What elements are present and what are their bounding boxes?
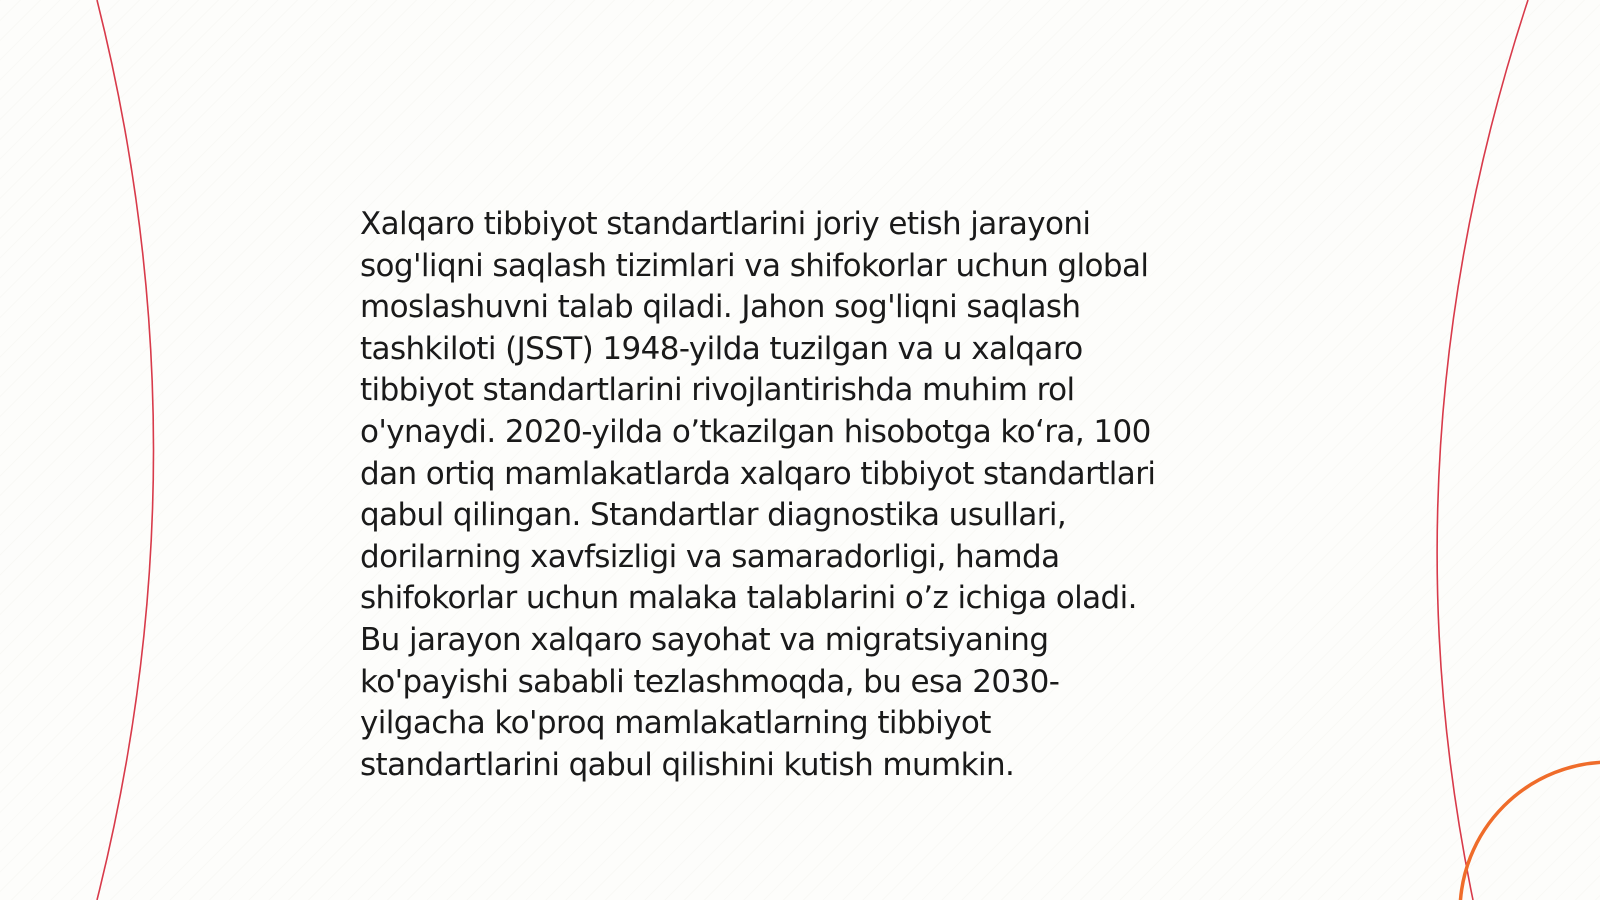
- body-line: dorilarning xavfsizligi va samaradorligi, hamda: [360, 538, 1060, 575]
- body-paragraph: [360, 204, 1240, 786]
- body-line: standartlarini qabul qilishini kutish mumkin.: [360, 746, 1015, 783]
- body-line: Xalqaro tibbiyot standartlarini joriy etish jarayoni: [360, 206, 1091, 242]
- right-curve: [1437, 0, 1528, 900]
- body-line: ko'payishi sababli tezlashmoqda, bu esa 2030-: [360, 663, 1060, 700]
- body-line: qabul qilingan. Standartlar diagnostika usullari,: [360, 497, 1067, 534]
- body-line: dan ortiq mamlakatlarda xalqaro tibbiyot standartlari: [360, 455, 1156, 492]
- body-line: o'ynaydi. 2020-yilda o’tkazilgan hisobotga ko‘ra, 100: [360, 413, 1151, 450]
- body-line: Bu jarayon xalqaro sayohat va migratsiyaning: [360, 621, 1049, 658]
- body-line: moslashuvni talab qiladi. Jahon sog'liqni saqlash: [360, 289, 1081, 326]
- corner-arc: [1460, 762, 1600, 900]
- body-line: yilgacha ko'proq mamlakatlarning tibbiyot: [360, 705, 991, 742]
- body-line: shifokorlar uchun malaka talablarini o’z ichiga oladi.: [360, 580, 1137, 617]
- body-line: sog'liqni saqlash tizimlari va shifokorlar uchun global: [360, 247, 1149, 284]
- body-line: tibbiyot standartlarini rivojlantirishda muhim rol: [360, 372, 1075, 409]
- body-line: tashkiloti (JSST) 1948-yilda tuzilgan va u xalqaro: [360, 330, 1083, 367]
- left-curve: [97, 0, 154, 900]
